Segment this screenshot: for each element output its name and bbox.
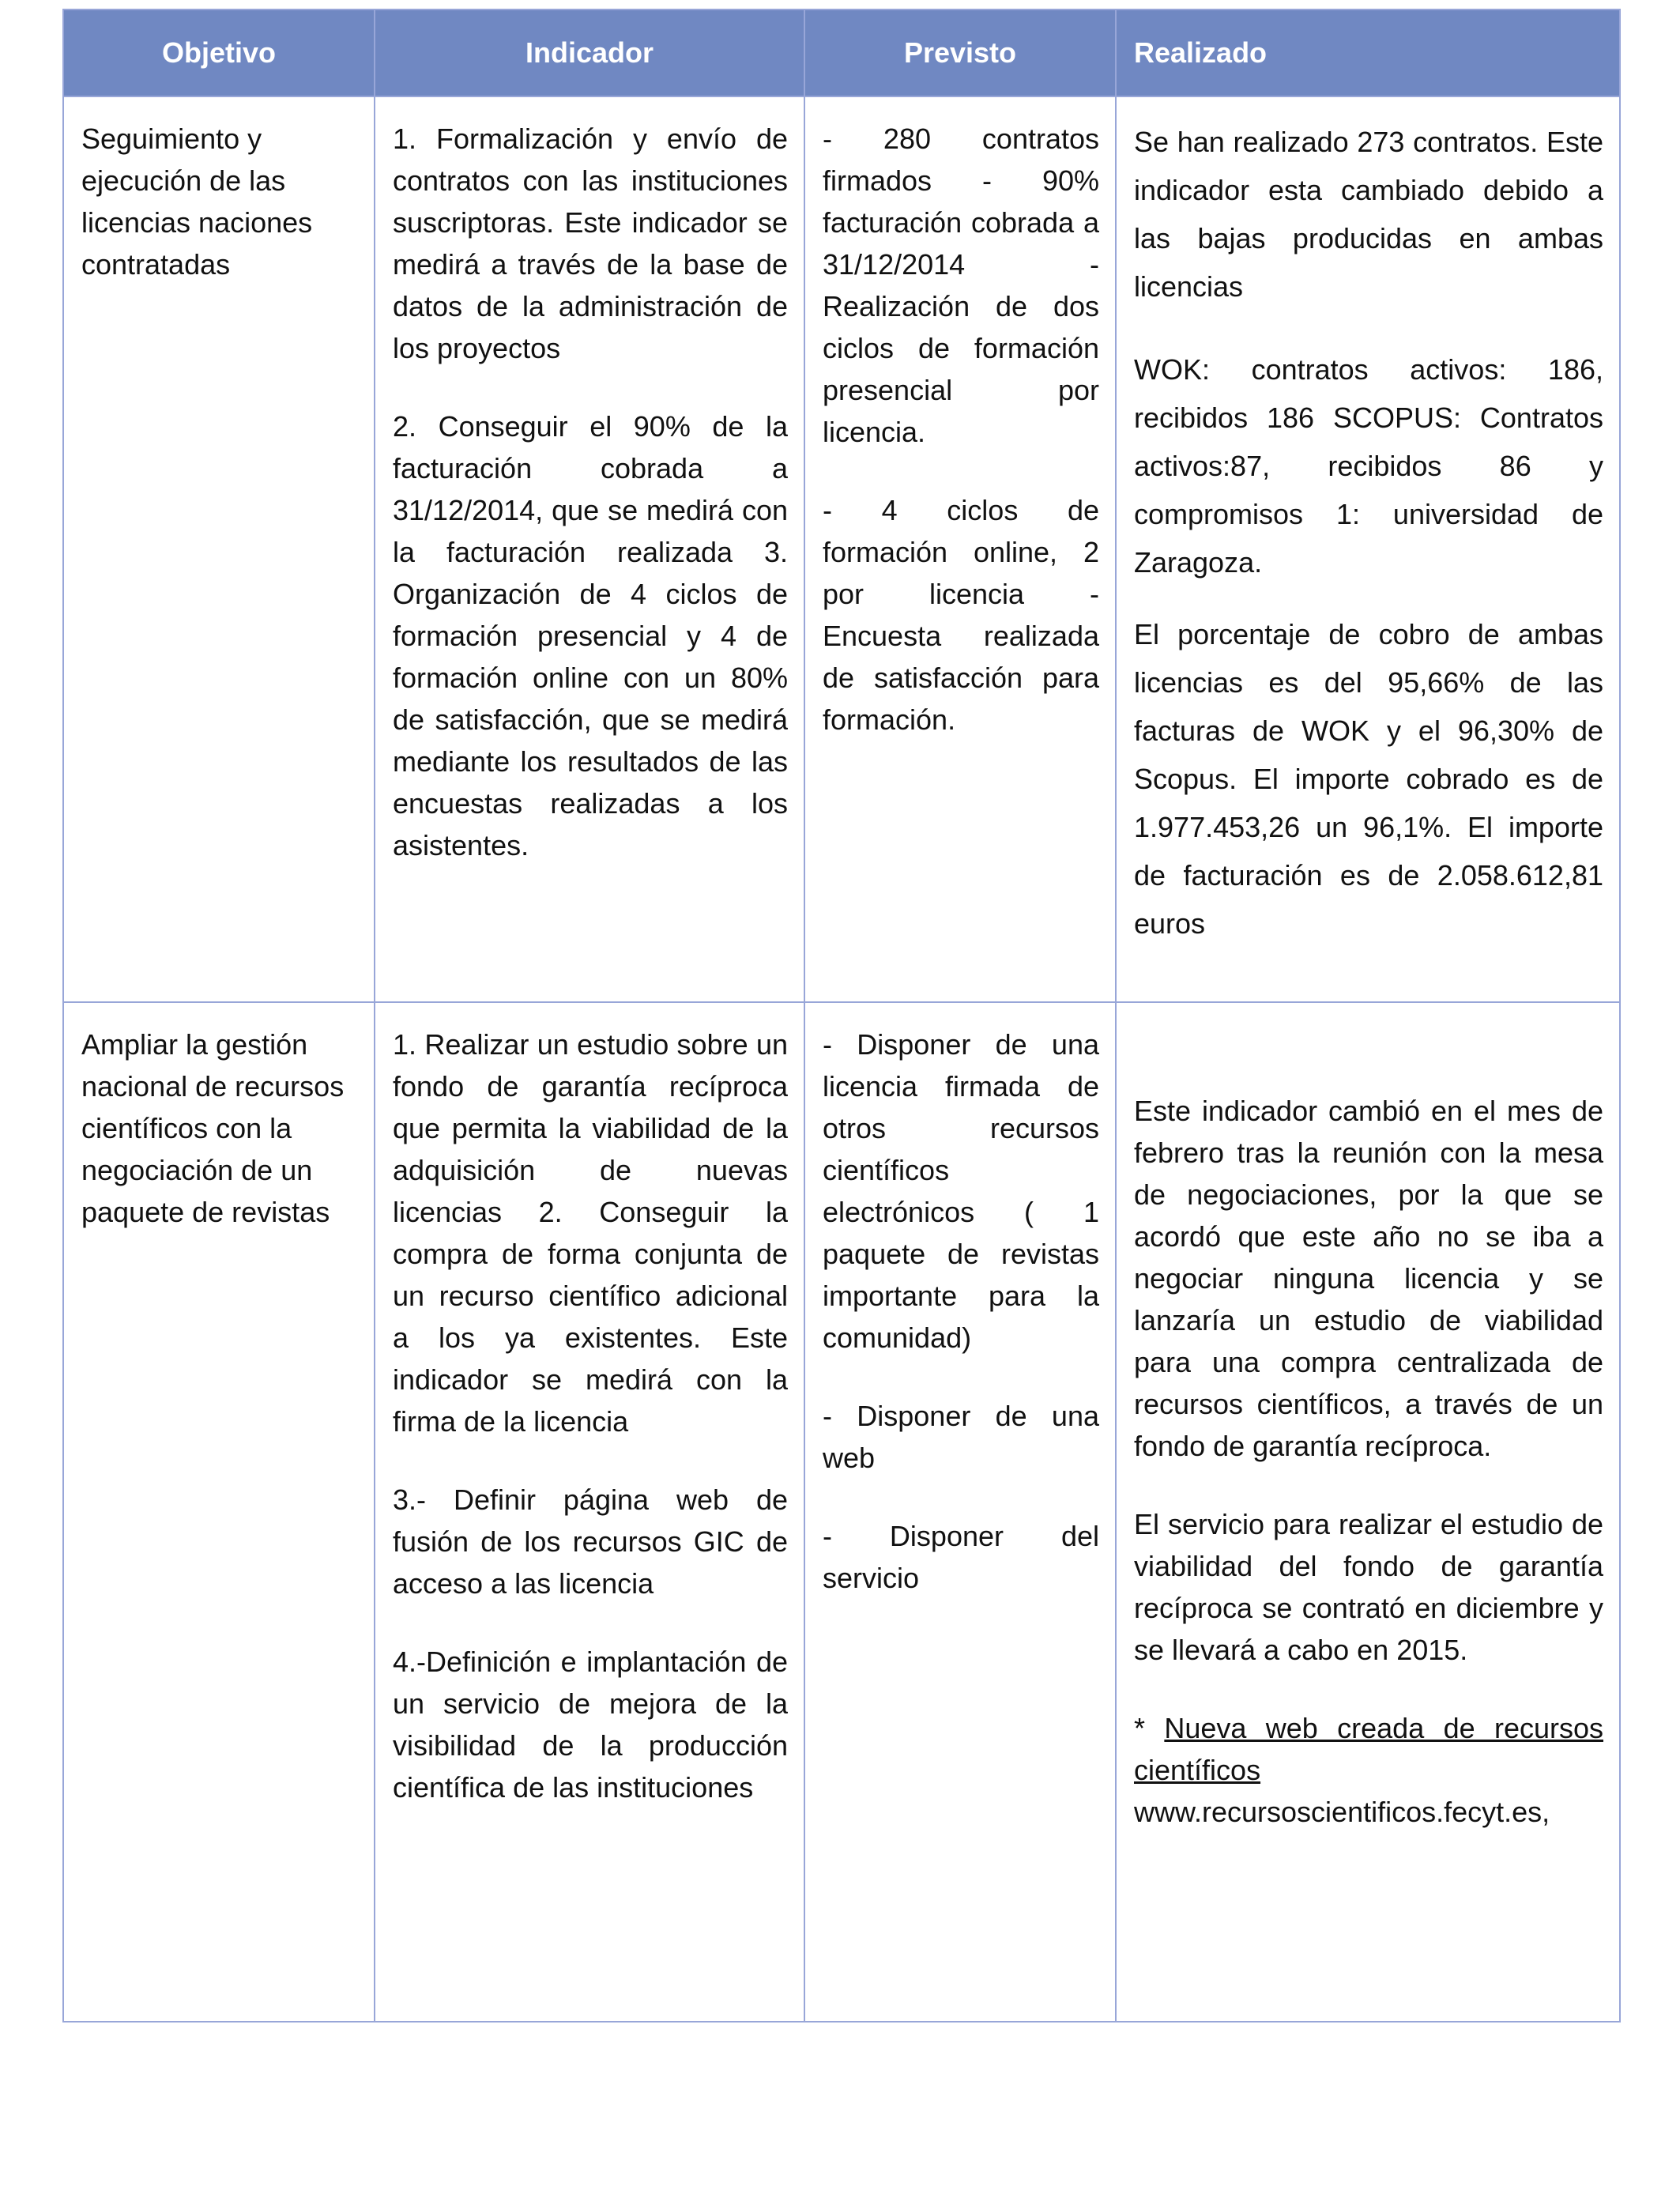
cell-objetivo xyxy=(63,1002,375,2022)
previsto-paragraph: - Disponer del servicio xyxy=(823,1520,1099,1594)
previsto-paragraph: - 4 ciclos de formación online, 2 por licencia - Encuesta realizada de satisfacción para formación. xyxy=(823,494,1099,736)
header-row xyxy=(63,9,1620,96)
indicador-paragraph: 1. Formalización y envío de contratos con las instituciones suscriptoras. Este indicador se medirá a través de la base de datos de la administración de los proyectos xyxy=(393,123,788,364)
header-indicador: Indicador xyxy=(375,9,804,96)
indicador-paragraph: 3.- Definir página web de fusión de los recursos GIC de acceso a las licencia xyxy=(393,1483,788,1600)
realizado-note xyxy=(1134,1707,1603,1791)
cell-previsto xyxy=(804,96,1116,1002)
realizado-paragraph: WOK: contratos activos: 186, recibidos 186 SCOPUS: Contratos activos:87, recibidos 86 y compromisos 1: universidad de Zaragoza. xyxy=(1134,353,1603,579)
realizado-paragraph: El servicio para realizar el estudio de viabilidad del fondo de garantía recíproca se contrató en diciembre y se llevará a cabo en 2015. xyxy=(1134,1508,1603,1666)
indicador-paragraph: 4.-Definición e implantación de un servicio de mejora de la visibilidad de la producción científica de las instituciones xyxy=(393,1646,788,1804)
objectives-table xyxy=(62,9,1621,2022)
realizado-paragraph: El porcentaje de cobro de ambas licencias es del 95,66% de las facturas de WOK y el 96,30% de Scopus. El importe cobrado es de 1.977.453,26 un 96,1%. El importe de facturación es de 2.058.612,81 euros xyxy=(1134,618,1603,940)
previsto-paragraph: - Disponer de una web xyxy=(823,1400,1099,1474)
document-page xyxy=(62,9,1619,2022)
header-realizado: Realizado xyxy=(1116,9,1620,96)
note-asterisk: * xyxy=(1134,1712,1165,1744)
table-row xyxy=(63,96,1620,1002)
cell-realizado xyxy=(1116,96,1620,1002)
table-row xyxy=(63,1002,1620,2022)
cell-previsto xyxy=(804,1002,1116,2022)
table-header xyxy=(63,9,1620,96)
realizado-paragraph: Este indicador cambió en el mes de febrero tras la reunión con la mesa de negociaciones, por la que se acordó que este año no se iba a negociar ninguna licencia y se lanzaría un estudio de viabilidad para una compra centralizada de recursos científicos, a través de un fondo de garantía recíproca. xyxy=(1134,1095,1603,1462)
cell-indicador xyxy=(375,1002,804,2022)
previsto-paragraph: - Disponer de una licencia firmada de otros recursos científicos electrónicos ( 1 paquete de revistas importante para la comunidad) xyxy=(823,1028,1099,1354)
website-url: www.recursoscientificos.fecyt.es, xyxy=(1134,1796,1550,1828)
objetivo-text: Ampliar la gestión nacional de recursos científicos con la negociación de un paquete de revistas xyxy=(81,1028,345,1228)
cell-indicador xyxy=(375,96,804,1002)
objetivo-text: Seguimiento y ejecución de las licencias naciones contratadas xyxy=(81,123,313,281)
realizado-paragraph: Se han realizado 273 contratos. Este indicador esta cambiado debido a las bajas producidas en ambas licencias xyxy=(1134,126,1603,303)
previsto-paragraph: - 280 contratos firmados - 90% facturación cobrada a 31/12/2014 - Realización de dos ciclos de formación presencial por licencia. xyxy=(823,123,1099,448)
header-objetivo: Objetivo xyxy=(63,9,375,96)
header-previsto: Previsto xyxy=(804,9,1116,96)
indicador-paragraph: 2. Conseguir el 90% de la facturación cobrada a 31/12/2014, que se medirá con la facturación realizada 3. Organización de 4 ciclos de formación presencial y 4 de formación online con un 80% de satisfacción, que se medirá mediante los resultados de las encuestas realizadas a los asistentes. xyxy=(393,410,788,861)
cell-objetivo xyxy=(63,96,375,1002)
new-web-link[interactable]: Nueva web creada de recursos científicos xyxy=(1134,1712,1603,1786)
indicador-paragraph: 1. Realizar un estudio sobre un fondo de garantía recíproca que permita la viabilidad de la adquisición de nuevas licencias 2. Conseguir la compra de forma conjunta de un recurso científico adicional a los ya existentes. Este indicador se medirá con la firma de la licencia xyxy=(393,1028,788,1438)
cell-realizado xyxy=(1116,1002,1620,2022)
